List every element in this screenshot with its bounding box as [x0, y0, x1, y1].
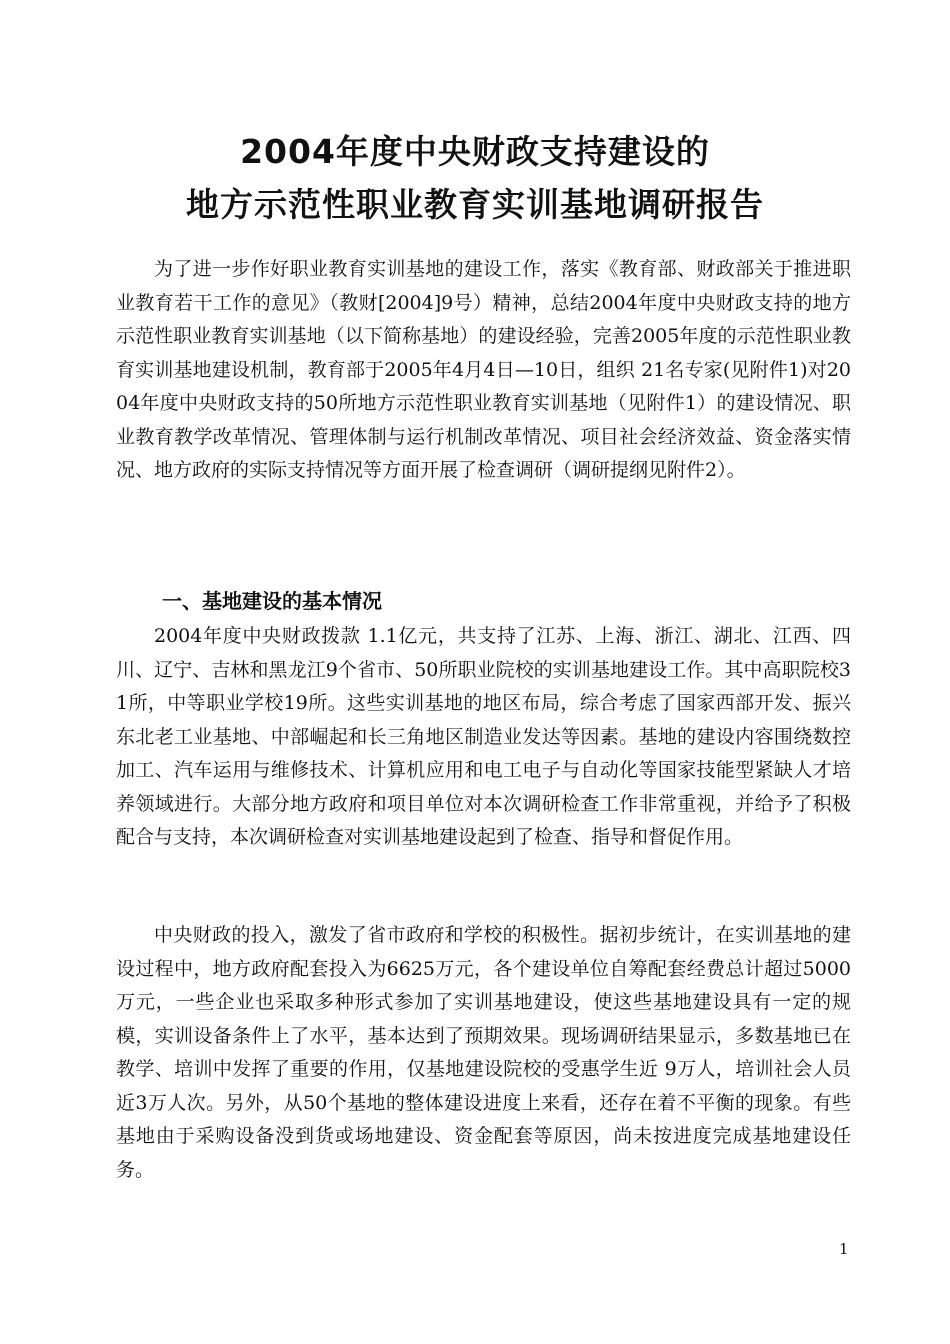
section-heading-basic-situation: 一、基地建设的基本情况 — [162, 589, 382, 613]
report-title-line-2: 地方示范性职业教育实训基地调研报告 — [186, 185, 764, 224]
page-number: 1 — [839, 1240, 849, 1258]
investment-paragraph: 中央财政的投入，激发了省市政府和学校的积极性。据初步统计，在实训基地的建设过程中，地方政府配套投入为6625万元，各个建设单位自筹配套经费总计超过5000万元，一些企业也采取多种形式参加了实训基地建设，使这些基地建设具有一定的规模，实训设备条件上了水平，基本达到了预期效果。现场调研结果显示，多数基地已在教学、培训中发挥了重要的作用，仅基地建设院校的受惠学生近 9万人，培训社会人员近3万人次。另外，从50个基地的整体建设进度上来看，还存在着不平衡的现象。有些基地由于采购设备没到货或场地建设、资金配套等原因，尚未按进度完成基地建设任务。 — [116, 924, 851, 1181]
intro-paragraph: 为了进一步作好职业教育实训基地的建设工作，落实《教育部、财政部关于推进职业教育若干工作的意见》（教财[2004]9号）精神，总结2004年度中央财政支持的地方示范性职业教育实训基地（以下简称基地）的建设经验，完善2005年度的示范性职业教育实训基地建设机制，教育部于2005年4月4日—10日，组织 21名专家(见附件1)对2004年度中央财政支持的50所地方示范性职业教育实训基地（见附件1）的建设情况、职业教育教学改革情况、管理体制与运行机制改革情况、项目社会经济效益、资金落实情况、地方政府的实际支持情况等方面开展了检查调研（调研提纲见附件2）。 — [116, 258, 851, 481]
report-title-line-1: 2004年度中央财政支持建设的 — [240, 132, 710, 171]
funding-paragraph: 2004年度中央财政拨款 1.1亿元，共支持了江苏、上海、浙江、湖北、江西、四川、辽宁、吉林和黑龙江9个省市、50所职业院校的实训基地建设工作。其中高职院校31所，中等职业学校19所。这些实训基地的地区布局，综合考虑了国家西部开发、振兴东北老工业基地、中部崛起和长三角地区制造业发达等因素。基地的建设内容围绕数控加工、汽车运用与维修技术、计算机应用和电工电子与自动化等国家技能型紧缺人才培养领域进行。大部分地方政府和项目单位对本次调研检查工作非常重视，并给予了积极配合与支持，本次调研检查对实训基地建设起到了检查、指导和督促作用。 — [116, 625, 851, 848]
